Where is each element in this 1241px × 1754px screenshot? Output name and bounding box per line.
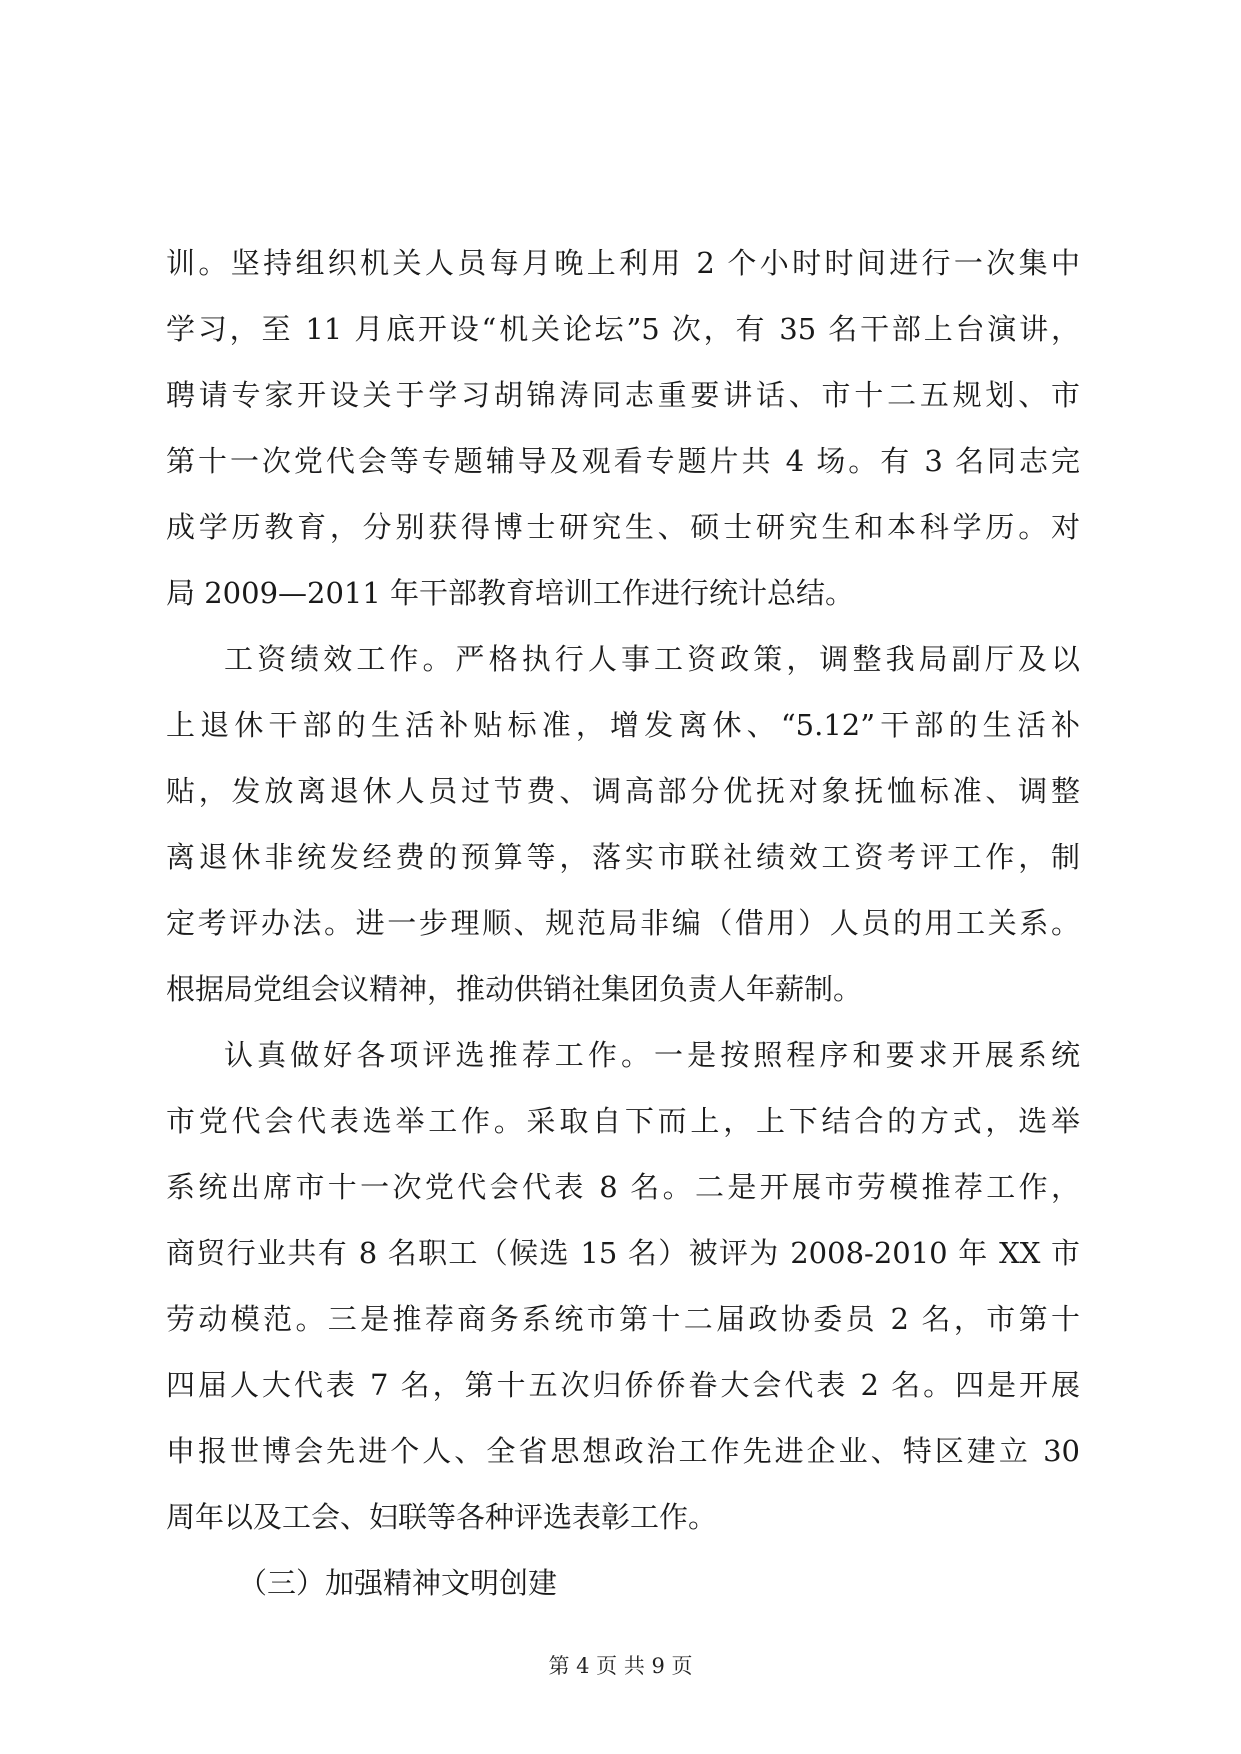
text-line: 学习，至 11 月底开设“机关论坛”5 次，有 35 名干部上台演讲， <box>166 312 1080 346</box>
paragraph-first-line: 工资绩效工作。严格执行人事工资政策，调整我局副厅及以 <box>224 642 1080 676</box>
text-line: 局 2009—2011 年干部教育培训工作进行统计总结。 <box>166 576 855 610</box>
text-line: 周年以及工会、妇联等各种评选表彰工作。 <box>166 1500 718 1534</box>
text-line: 训。坚持组织机关人员每月晚上利用 2 个小时时间进行一次集中 <box>166 246 1080 280</box>
text-line: 申报世博会先进个人、全省思想政治工作先进企业、特区建立 30 <box>166 1434 1080 1468</box>
text-line: 上退休干部的生活补贴标准，增发离休、“5.12”干部的生活补 <box>166 708 1080 742</box>
section-heading: （三）加强精神文明创建 <box>238 1566 558 1600</box>
paragraph-first-line: 认真做好各项评选推荐工作。一是按照程序和要求开展系统 <box>224 1038 1080 1072</box>
text-line: 市党代会代表选举工作。采取自下而上，上下结合的方式，选举 <box>166 1104 1080 1138</box>
text-line: 聘请专家开设关于学习胡锦涛同志重要讲话、市十二五规划、市 <box>166 378 1080 412</box>
page-number-footer: 第 4 页 共 9 页 <box>548 1654 693 1678</box>
text-line: 第十一次党代会等专题辅导及观看专题片共 4 场。有 3 名同志完 <box>166 444 1080 478</box>
text-line: 商贸行业共有 8 名职工（候选 15 名）被评为 2008-2010 年 XX 市 <box>166 1236 1080 1270</box>
text-line: 四届人大代表 7 名，第十五次归侨侨眷大会代表 2 名。四是开展 <box>166 1368 1080 1402</box>
text-line: 离退休非统发经费的预算等，落实市联社绩效工资考评工作，制 <box>166 840 1080 874</box>
text-line: 根据局党组会议精神，推动供销社集团负责人年薪制。 <box>166 972 863 1006</box>
text-line: 系统出席市十一次党代会代表 8 名。二是开展市劳模推荐工作， <box>166 1170 1080 1204</box>
text-line: 劳动模范。三是推荐商务系统市第十二届政协委员 2 名，市第十 <box>166 1302 1080 1336</box>
text-line: 定考评办法。进一步理顺、规范局非编（借用）人员的用工关系。 <box>166 906 1080 940</box>
text-line: 贴，发放离退休人员过节费、调高部分优抚对象抚恤标准、调整 <box>166 774 1080 808</box>
text-line: 成学历教育，分别获得博士研究生、硕士研究生和本科学历。对 <box>166 510 1080 544</box>
